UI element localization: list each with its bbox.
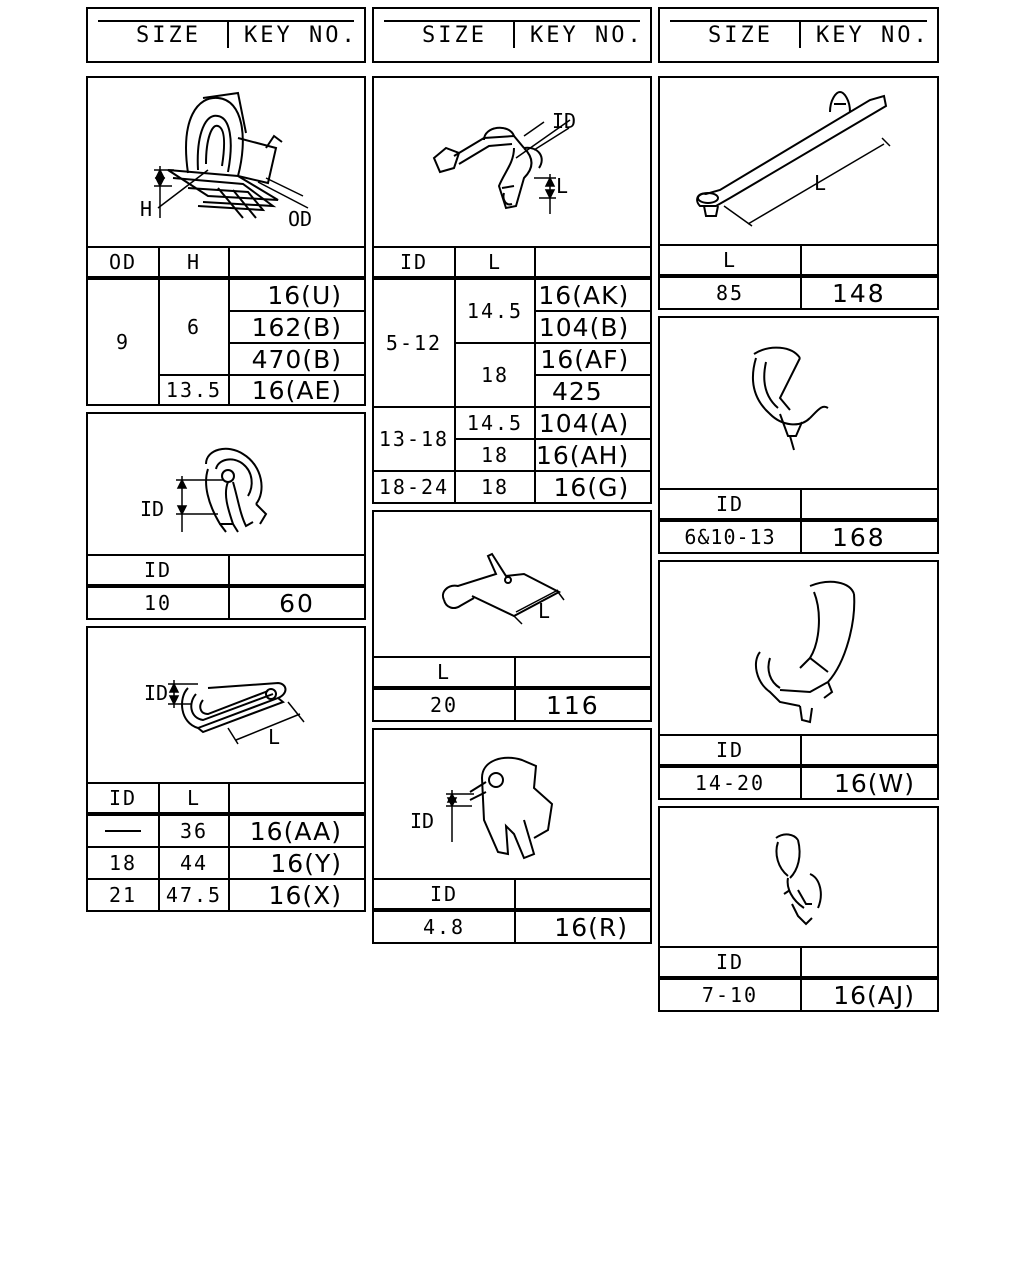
part-box-clip-16x (86, 626, 366, 912)
cell-od: 9 (88, 276, 158, 404)
part-box-clip-16aj (658, 806, 939, 1012)
col-header-od: OD (88, 246, 158, 276)
cell-key: 425 (534, 374, 651, 406)
clip-168-illustration (660, 318, 937, 488)
cell-h: 13.5 (158, 374, 228, 404)
clip-116-illustration (374, 512, 650, 656)
col-header-id: ID (88, 782, 158, 812)
part-box-clip-16w (658, 560, 939, 800)
cell-key: 104(B) (534, 310, 651, 342)
size-label: SIZE (422, 23, 487, 48)
key-no-label: KEY NO. (244, 23, 358, 48)
part-box-grommet (86, 76, 366, 406)
dim-l: L (556, 174, 569, 198)
key-no-label: KEY NO. (530, 23, 644, 48)
col-header-l: L (454, 246, 534, 276)
cell-key: 16(W) (800, 764, 937, 798)
size-label: SIZE (708, 23, 773, 48)
dim-l: L (538, 599, 551, 623)
cell-id: 5-12 (374, 276, 454, 406)
cell-key: 168 (800, 518, 937, 552)
cell-id: 18-24 (374, 470, 454, 502)
cell-id: 14-20 (660, 764, 800, 798)
cell-id: 6&10-13 (660, 518, 800, 552)
dim-id: ID (552, 109, 577, 133)
cell-key: 16(AE) (228, 374, 364, 404)
cell-key: 60 (228, 584, 364, 618)
col-header-id: ID (374, 246, 454, 276)
dim-l: L (268, 725, 281, 749)
clip-16x-illustration (88, 628, 364, 783)
clip-60-illustration (88, 414, 364, 554)
col-header-id: ID (374, 878, 514, 908)
cell-h: 6 (158, 276, 228, 374)
clip-16r-illustration (374, 730, 650, 880)
cell-key: 16(X) (228, 878, 364, 910)
part-box-strap-148 (658, 76, 939, 310)
strap-148-illustration (660, 78, 937, 246)
col-header-id: ID (660, 734, 800, 764)
part-box-clip-168 (658, 316, 939, 554)
key-no-label: KEY NO. (816, 23, 930, 48)
clip-16ak-illustration (374, 78, 650, 246)
cell-l: 36 (158, 812, 228, 846)
cell-l: 14.5 (454, 276, 534, 342)
col-header-id: ID (88, 554, 228, 584)
cell-key: 16(U) (228, 276, 364, 310)
dash-mark (105, 830, 141, 832)
cell-key: 16(G) (534, 470, 651, 502)
cell-id: 7-10 (660, 976, 800, 1010)
dim-l: L (814, 171, 827, 195)
part-box-clip-16r (372, 728, 652, 944)
col-header-h: H (158, 246, 228, 276)
cell-id: 4.8 (374, 908, 514, 942)
dim-id: ID (144, 681, 169, 705)
cell-key: 104(A) (534, 406, 651, 438)
size-label: SIZE (136, 23, 201, 48)
dim-od: OD (288, 207, 313, 231)
clip-16w-illustration (660, 562, 937, 734)
part-box-clip-116 (372, 510, 652, 722)
cell-key: 116 (514, 686, 650, 720)
column-header-3 (658, 7, 939, 63)
clip-16aj-illustration (660, 808, 937, 948)
dim-h: H (140, 197, 153, 221)
col-header-l: L (660, 244, 800, 274)
cell-l: 47.5 (158, 878, 228, 910)
column-header-2 (372, 7, 652, 63)
cell-key: 16(AH) (534, 438, 651, 470)
cell-l: 14.5 (454, 406, 534, 438)
part-box-clip-60 (86, 412, 366, 620)
col-header-id: ID (660, 946, 800, 976)
cell-l: 44 (158, 846, 228, 878)
col-header-l: L (158, 782, 228, 812)
cell-id: 13-18 (374, 406, 454, 470)
cell-l: 18 (454, 438, 534, 470)
grommet-illustration (88, 78, 364, 246)
cell-key: 162(B) (228, 310, 364, 342)
cell-key: 470(B) (228, 342, 364, 374)
col-header-l: L (374, 656, 514, 686)
dim-id: ID (140, 497, 165, 521)
cell-id: 10 (88, 584, 228, 618)
cell-key: 148 (800, 274, 937, 308)
cell-l: 85 (660, 274, 800, 308)
part-box-clip-16ak (372, 76, 652, 504)
cell-key: 16(AJ) (800, 976, 937, 1010)
cell-key: 16(AF) (534, 342, 651, 374)
cell-l: 18 (454, 342, 534, 406)
cell-key: 16(AA) (228, 812, 364, 846)
cell-l: 20 (374, 686, 514, 720)
cell-key: 16(R) (514, 908, 650, 942)
cell-key: 16(AK) (534, 276, 651, 310)
cell-l: 18 (454, 470, 534, 502)
column-header-1 (86, 7, 366, 63)
cell-id: 21 (88, 878, 158, 910)
dim-id: ID (410, 809, 435, 833)
col-header-id: ID (660, 488, 800, 518)
cell-key: 16(Y) (228, 846, 364, 878)
cell-id-dash (88, 812, 158, 846)
cell-id: 18 (88, 846, 158, 878)
